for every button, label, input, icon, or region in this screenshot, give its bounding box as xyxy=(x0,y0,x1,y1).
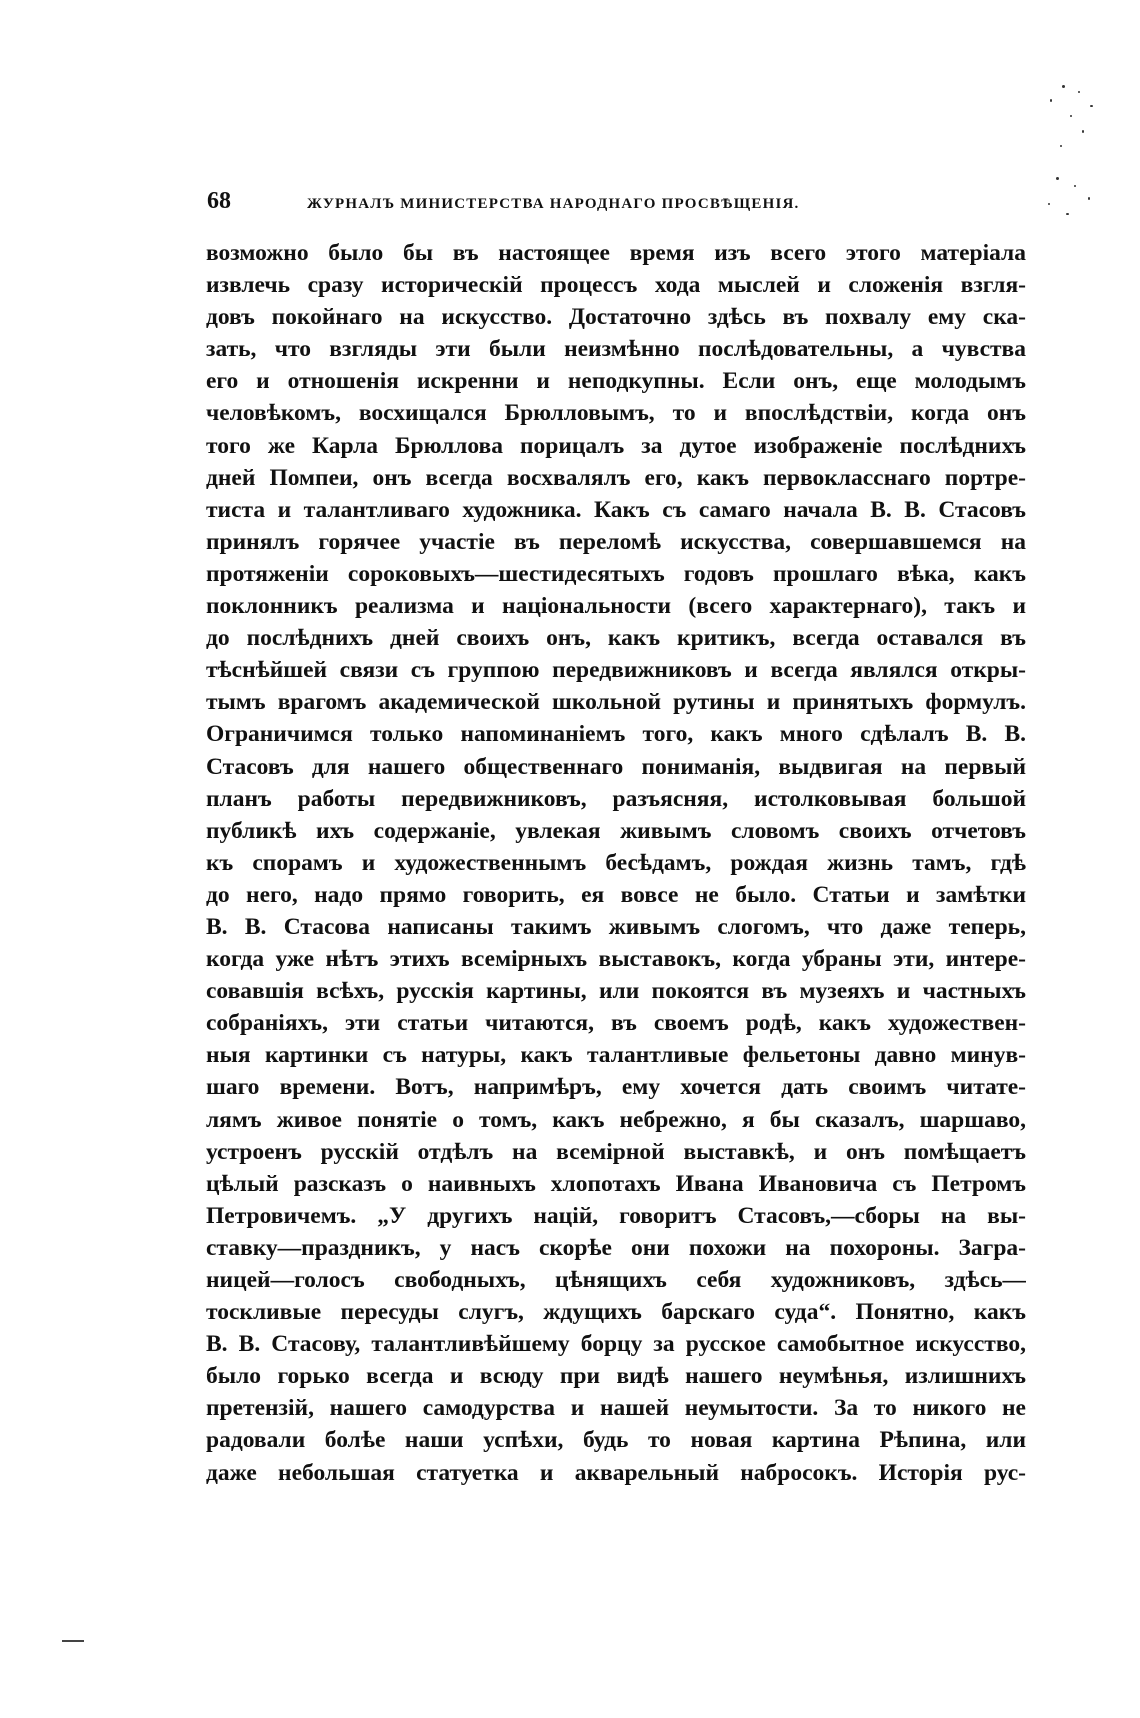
text-line: дней Помпеи, онъ всегда восхвалялъ его, какъ первокласснаго портре- xyxy=(206,464,1026,491)
text-line: В. В. Стасова написаны такимъ живымъ слогомъ, что даже теперь, xyxy=(206,913,1026,940)
text-line: планъ работы передвижниковъ, разъясняя, истолковывая большой xyxy=(206,785,1026,812)
page-header xyxy=(207,188,1025,218)
text-line: къ спорамъ и художественнымъ бесѣдамъ, рождая жизнь тамъ, гдѣ xyxy=(206,849,1026,876)
text-line: претензій, нашего самодурства и нашей неумытости. За то никого не xyxy=(206,1395,1026,1422)
text-line: публикѣ ихъ содержаніе, увлекая живымъ словомъ своихъ отчетовъ xyxy=(206,817,1026,844)
text-line: Стасовъ для нашего общественнаго пониманія, выдвигая на первый xyxy=(206,753,1026,780)
text-line: до него, надо прямо говорить, ея вовсе не было. Статьи и замѣтки xyxy=(206,881,1026,908)
text-line: Петровичемъ. „У другихъ націй, говоритъ Стасовъ,—сборы на вы- xyxy=(206,1202,1026,1229)
text-line: извлечь сразу историческій процессъ хода мыслей и сложенія взгля- xyxy=(206,272,1026,299)
text-line: довъ покойнаго на искусство. Достаточно здѣсь въ похвалу ему ска- xyxy=(206,304,1026,331)
text-line: даже небольшая статуетка и акварельный набросокъ. Исторія рус- xyxy=(206,1459,1026,1486)
body-text xyxy=(206,237,1026,1489)
text-line: зать, что взгляды эти были неизмѣнно послѣдовательны, а чувства xyxy=(206,336,1026,363)
text-line: принялъ горячее участіе въ переломѣ искусства, совершавшемся на xyxy=(206,528,1026,555)
margin-mark xyxy=(62,1640,84,1642)
text-line: радовали болѣе наши успѣхи, будь то новая картина Рѣпина, или xyxy=(206,1427,1026,1454)
text-line: его и отношенія искренни и неподкупны. Если онъ, еще молодымъ xyxy=(206,368,1026,395)
text-line: устроенъ русскій отдѣлъ на всемірной выставкѣ, и онъ помѣщаетъ xyxy=(206,1138,1026,1165)
text-line: тымъ врагомъ академической школьной рутины и принятыхъ формулъ. xyxy=(206,689,1026,716)
text-line: того же Карла Брюллова порицалъ за дутое изображеніе послѣднихъ xyxy=(206,432,1026,459)
text-line: было горько всегда и всюду при видѣ нашего неумѣнья, излишнихъ xyxy=(206,1363,1026,1390)
text-line: тиста и талантливаго художника. Какъ съ самаго начала В. В. Стасовъ xyxy=(206,496,1026,523)
text-line: собраніяхъ, эти статьи читаются, въ своемъ родѣ, какъ художествен- xyxy=(206,1010,1026,1037)
running-head: ЖУРНАЛЪ МИНИСТЕРСТВА НАРОДНАГО ПРОСВѢЩЕНІЯ. xyxy=(307,196,800,212)
text-line: лямъ живое понятіе о томъ, какъ небрежно, я бы сказалъ, шаршаво, xyxy=(206,1106,1026,1133)
text-line: когда уже нѣтъ этихъ всемірныхъ выставокъ, когда убраны эти, интере- xyxy=(206,946,1026,973)
text-line: шаго времени. Вотъ, напримѣръ, ему хочется дать своимъ читате- xyxy=(206,1074,1026,1101)
text-line: ныя картинки съ натуры, какъ талантливые фельетоны давно минув- xyxy=(206,1042,1026,1069)
text-line: человѣкомъ, восхищался Брюлловымъ, то и впослѣдствіи, когда онъ xyxy=(206,400,1026,427)
text-line: ставку—праздникъ, у насъ скорѣе они похожи на похороны. Загра- xyxy=(206,1234,1026,1261)
text-line: совавшія всѣхъ, русскія картины, или покоятся въ музеяхъ и частныхъ xyxy=(206,978,1026,1005)
text-line: цѣлый разсказъ о наивныхъ хлопотахъ Ивана Ивановича съ Петромъ xyxy=(206,1170,1026,1197)
text-line: В. В. Стасову, талантливѣйшему борцу за русское самобытное искусство, xyxy=(206,1331,1026,1358)
text-line: тоскливые пересуды слугъ, ждущихъ барскаго суда“. Понятно, какъ xyxy=(206,1299,1026,1326)
text-line: поклонникъ реализма и національности (всего характернаго), такъ и xyxy=(206,593,1026,620)
text-line: возможно было бы въ настоящее время изъ всего этого матеріала xyxy=(206,240,1026,266)
text-line: Ограничимся только напоминаніемъ того, какъ много сдѣлалъ В. В. xyxy=(206,721,1026,748)
text-line: протяженіи сороковыхъ—шестидесятыхъ годовъ прошлаго вѣка, какъ xyxy=(206,560,1026,587)
text-line: ницей—голосъ свободныхъ, цѣнящихъ себя художниковъ, здѣсь— xyxy=(206,1267,1026,1293)
page-number: 68 xyxy=(207,188,231,214)
text-line: до послѣднихъ дней своихъ онъ, какъ критикъ, всегда оставался въ xyxy=(206,625,1026,652)
text-line: тѣснѣйшей связи съ группою передвижниковъ и всегда являлся откры- xyxy=(206,657,1026,684)
